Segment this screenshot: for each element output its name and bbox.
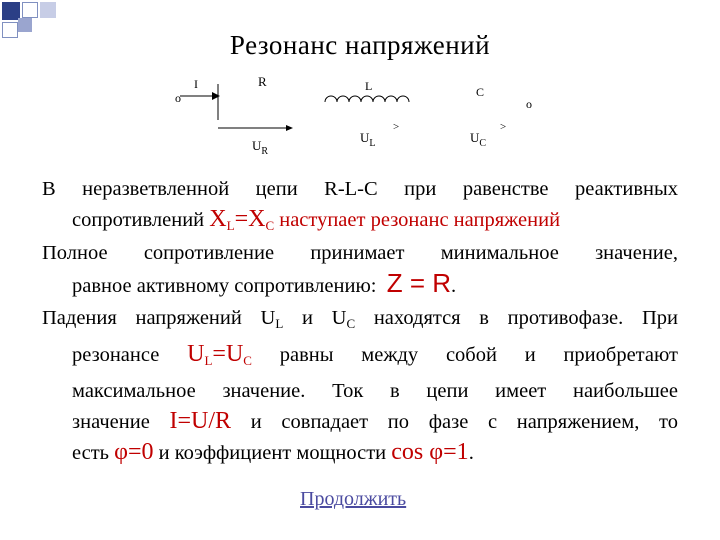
paragraph-impedance: Полное сопротивление принимает минимальное значение, равное активному сопротивлению: Z = R. <box>42 242 678 298</box>
paragraph-resonance-condition: В неразветвленной цепи R-L-C при равенстве реактивных сопротивлений $X_L=X_C$ наступает резонанс напряжений <box>42 178 678 233</box>
rlc-circuit-diagram <box>160 70 560 160</box>
left-terminal: o <box>175 91 181 105</box>
svg-text:>: > <box>393 121 400 133</box>
capacitor-label: C <box>476 85 485 99</box>
resistor-label: R <box>258 74 267 89</box>
current-label: I <box>194 77 198 91</box>
page-title: Резонанс напряжений <box>229 30 491 60</box>
continue-link[interactable]: Продолжить <box>300 488 407 510</box>
ul-label: $U_L$ <box>360 130 376 149</box>
ur-label: $U_R$ <box>252 138 269 157</box>
inductor-coil <box>325 96 409 102</box>
svg-text:>: > <box>500 121 507 133</box>
uc-label: $U_C$ <box>470 130 487 149</box>
paragraph-voltage-drops: Падения напряжений $U_L$ и $U_C$ находятся в противофазе. При резонансе $U_L=U_C$ равны между собой и приобретают максимальное значение. Ток в цепи имеет наибольшее значение I=U/R и совпадает по фазе с напряжением, то есть φ=0 и коэффициент мощности cos φ=1. <box>42 307 678 465</box>
right-terminal: o <box>526 97 532 111</box>
inductor-label: L <box>365 79 373 93</box>
